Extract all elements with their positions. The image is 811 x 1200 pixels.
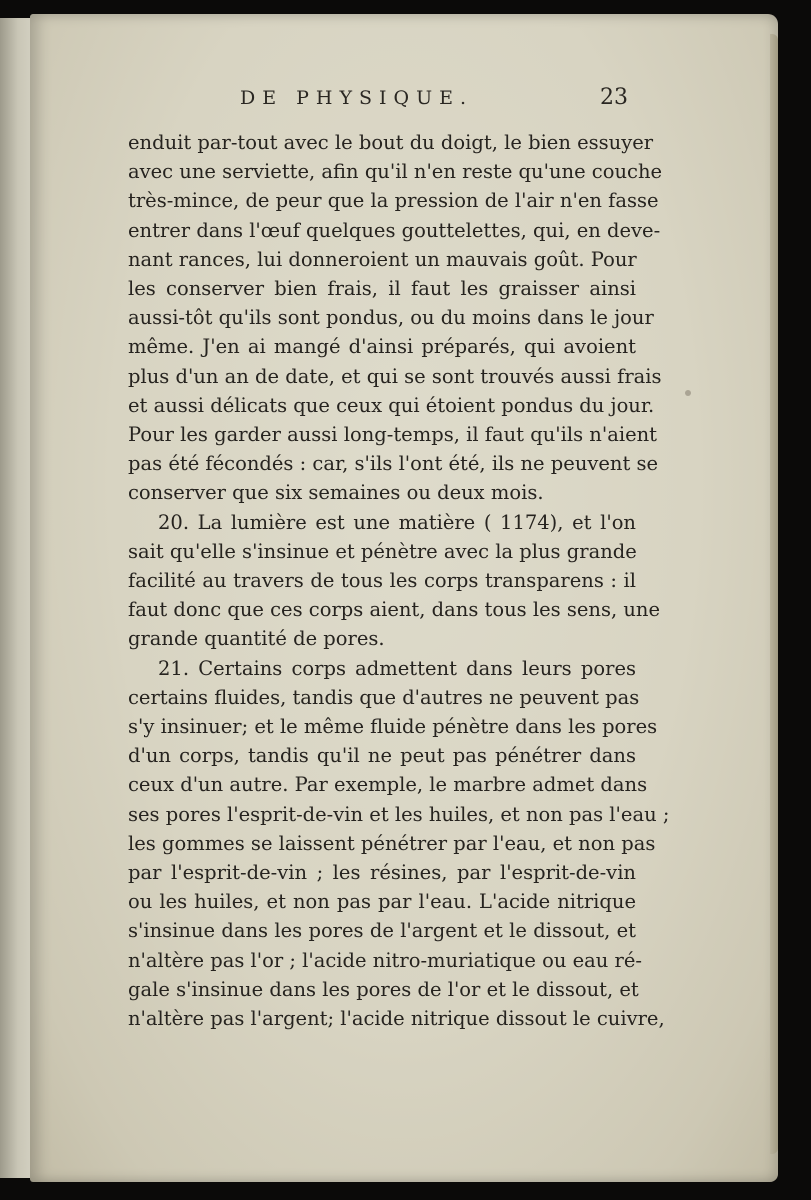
- text-line: plus d'un an de date, et qui se sont trouvés aussi frais: [128, 364, 662, 388]
- text-line: avec une serviette, afin qu'il n'en reste qu'une couche: [128, 160, 663, 184]
- paragraph-21-start: 21. Certains corps admettent dans leurs pores: [158, 656, 636, 680]
- text-line: et aussi délicats que ceux qui étoient pondus du jour.: [128, 393, 655, 417]
- text-line: même. J'en ai mangé d'ainsi préparés, qui avoient: [128, 335, 636, 359]
- text-line: entrer dans l'œuf quelques gouttelettes, qui, en deve-: [128, 218, 661, 242]
- running-head: [0, 87, 811, 117]
- text-line: aussi-tôt qu'ils sont pondus, ou du moins dans le jour: [128, 306, 654, 330]
- page-number: 23: [600, 85, 628, 110]
- text-line: certains fluides, tandis que d'autres ne peuvent pas: [128, 685, 640, 709]
- text-line: faut donc que ces corps aient, dans tous les sens, une: [128, 598, 661, 622]
- text-line: ou les huiles, et non pas par l'eau. L'acide nitrique: [128, 890, 636, 914]
- body-text: [128, 128, 670, 1033]
- text-line: ceux d'un autre. Par exemple, le marbre admet dans: [128, 773, 648, 797]
- text-line: nant rances, lui donneroient un mauvais goût. Pour: [128, 247, 637, 271]
- text-line: s'insinue dans les pores de l'argent et le dissout, et: [128, 919, 636, 943]
- paragraph-end-line: grande quantité de pores.: [128, 627, 385, 651]
- text-line: Pour les garder aussi long-temps, il faut qu'ils n'aient: [128, 423, 658, 447]
- text-line: sait qu'elle s'insinue et pénètre avec la plus grande: [128, 539, 637, 563]
- running-title: DE PHYSIQUE.: [240, 87, 474, 109]
- text-line: les gommes se laissent pénétrer par l'eau, et non pas: [128, 831, 656, 855]
- paragraph-end-line: conserver que six semaines ou deux mois.: [128, 481, 544, 505]
- text-line: s'y insinuer; et le même fluide pénètre dans les pores: [128, 715, 658, 739]
- text-line: très-mince, de peur que la pression de l'air n'en fasse: [128, 189, 659, 213]
- paper-stain: [685, 390, 691, 396]
- page-edge: [770, 34, 778, 1154]
- text-line: les conserver bien frais, il faut les graisser ainsi: [128, 277, 636, 301]
- text-line: pas été fécondés : car, s'ils l'ont été, ils ne peuvent se: [128, 452, 659, 476]
- text-line: d'un corps, tandis qu'il ne peut pas pénétrer dans: [128, 744, 636, 768]
- text-line: par l'esprit-de-vin ; les résines, par l'esprit-de-vin: [128, 861, 636, 885]
- paragraph-20-start: 20. La lumière est une matière ( 1174), et l'on: [158, 510, 636, 534]
- text-line: enduit par-tout avec le bout du doigt, le bien essuyer: [128, 131, 654, 154]
- text-line: n'altère pas l'argent; l'acide nitrique dissout le cuivre,: [128, 1007, 665, 1031]
- text-line: n'altère pas l'or ; l'acide nitro-muriatique ou eau ré-: [128, 948, 642, 972]
- text-line: facilité au travers de tous les corps transparens : il: [128, 569, 636, 593]
- text-line: ses pores l'esprit-de-vin et les huiles, et non pas l'eau ;: [128, 802, 670, 826]
- text-line: gale s'insinue dans les pores de l'or et le dissout, et: [128, 977, 639, 1001]
